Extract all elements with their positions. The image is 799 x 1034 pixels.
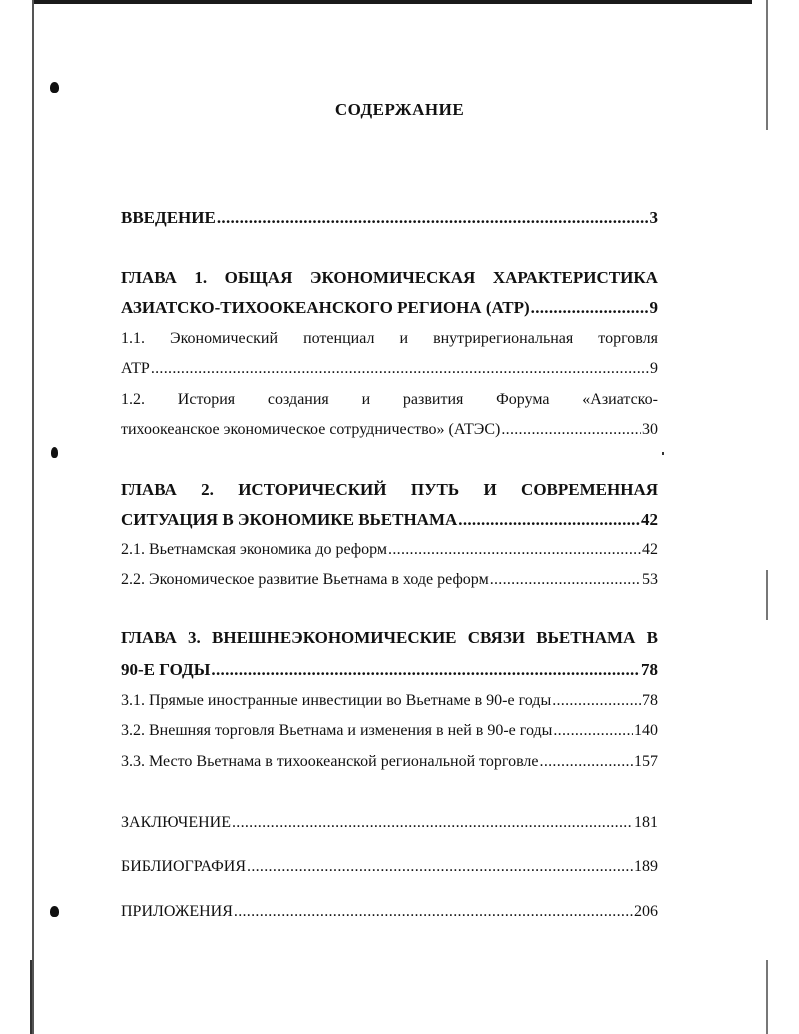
toc-label: БИБЛИОГРАФИЯ [121,858,247,875]
toc-word: ОБЩАЯ [224,268,293,287]
toc-page-number: 78 [641,660,658,679]
toc-word: внутрирегиональная [433,330,574,347]
toc-word: 1.2. [121,391,145,408]
toc-word: ГЛАВА [121,628,177,647]
toc-section-3-3 [121,753,658,771]
toc-entry-bibliography [121,858,658,876]
toc-word: ВЬЕТНАМА [536,628,636,647]
toc-label: 3.2. Внешняя торговля Вьетнама и изменения в ней в 90-е годы [121,722,553,739]
toc-page-number: 157 [634,753,658,770]
scan-edge-right-mid [766,570,768,620]
leader-dots [458,510,640,530]
scan-edge-top [32,0,752,4]
toc-page-number: 9 [649,298,658,317]
toc-section-2-2 [121,571,658,589]
toc-label: 3.1. Прямые иностранные инвестиции во Вьетнаме в 90-е годы [121,692,552,709]
leader-dots [211,660,640,680]
toc-label: 90-Е ГОДЫ [121,660,211,679]
toc-word: СВЯЗИ [467,628,526,647]
toc-page-number: 189 [634,858,658,875]
toc-word: История [177,391,236,408]
toc-word: и [361,391,371,408]
toc-page-number: 42 [642,541,658,558]
toc-page-number: 53 [642,571,658,588]
toc-section-1-2-line-1 [121,391,658,409]
toc-word: Форума [496,391,550,408]
leader-dots [234,903,633,921]
toc-word: ВНЕШНЕЭКОНОМИЧЕСКИЕ [212,628,457,647]
toc-page-number: 206 [634,903,658,920]
toc-word: ЭКОНОМИЧЕСКАЯ [309,268,476,287]
toc-word: В [646,628,658,647]
toc-section-1-2-line-2 [121,421,658,439]
toc-word: СОВРЕМЕННАЯ [521,480,658,499]
toc-section-2-1 [121,541,658,559]
toc-word: торговля [598,330,658,347]
toc-page-number: 140 [634,722,658,739]
scan-edge-right-bottom [766,960,768,1034]
toc-word: ГЛАВА [121,268,177,287]
toc-chapter-3-line-2 [121,660,658,680]
toc-label: ЗАКЛЮЧЕНИЕ [121,814,231,831]
toc-word: 3. [188,628,201,647]
toc-label: АЗИАТСКО-ТИХООКЕАНСКОГО РЕГИОНА (АТР) [121,298,530,317]
scan-edge-left [32,0,34,1034]
toc-entry-appendices [121,903,658,921]
toc-word: 1. [194,268,208,287]
toc-chapter-2-line-2 [121,510,658,530]
toc-word: 2. [201,480,214,499]
toc-entry-intro [121,208,658,228]
toc-entry-conclusion [121,814,658,832]
toc-chapter-1-line-2 [121,298,658,318]
toc-word: развития [402,391,464,408]
leader-dots [553,722,633,740]
binder-hole-mark [50,906,59,917]
binder-hole-mark [50,82,59,93]
toc-label: 3.3. Место Вьетнама в тихоокеанской региональной торговле [121,753,539,770]
toc-label: СИТУАЦИЯ В ЭКОНОМИКЕ ВЬЕТНАМА [121,510,458,529]
toc-page-number: 181 [634,814,658,831]
toc-section-1-1-line-1 [121,330,658,348]
toc-word: ПУТЬ [410,480,460,499]
toc-chapter-2-line-1 [121,480,658,500]
toc-word: Экономический [170,330,279,347]
toc-label: тихоокеанское экономическое сотрудничество» (АТЭС) [121,421,501,438]
leader-dots [531,298,649,318]
leader-dots [217,208,649,228]
scan-speck [662,452,664,455]
scan-edge-left-low [30,960,32,1034]
toc-label: ПРИЛОЖЕНИЯ [121,903,233,920]
toc-chapter-1-line-1 [121,268,658,288]
toc-page-number: 42 [641,510,658,529]
leader-dots [232,814,633,832]
toc-word: ХАРАКТЕРИСТИКА [492,268,658,287]
toc-label: 2.1. Вьетнамская экономика до реформ [121,541,388,558]
toc-page-number: 30 [642,421,658,438]
toc-word: 1.1. [121,330,145,347]
toc-word: «Азиатско- [582,391,658,408]
leader-dots [247,858,633,876]
leader-dots [552,692,641,710]
toc-page-number: 3 [649,208,658,227]
toc-word: создания [267,391,329,408]
toc-label: 2.2. Экономическое развитие Вьетнама в ходе реформ [121,571,489,588]
leader-dots [490,571,641,589]
toc-label: ВВЕДЕНИЕ [121,208,216,227]
toc-word: ГЛАВА [121,480,177,499]
toc-section-1-1-line-2 [121,360,658,378]
binder-hole-mark [51,447,58,458]
toc-word: И [483,480,497,499]
toc-chapter-3-line-1 [121,628,658,648]
toc-section-3-1 [121,692,658,710]
leader-dots [151,360,649,378]
toc-page-number: 9 [650,360,658,377]
leader-dots [501,421,641,439]
toc-word: потенциал [303,330,375,347]
toc-section-3-2 [121,722,658,740]
toc-page-number: 78 [642,692,658,709]
page-title: СОДЕРЖАНИЕ [334,100,465,119]
leader-dots [540,753,633,771]
toc-word: и [399,330,409,347]
leader-dots [388,541,641,559]
toc-word: ИСТОРИЧЕСКИЙ [238,480,387,499]
toc-label: АТР [121,360,150,377]
